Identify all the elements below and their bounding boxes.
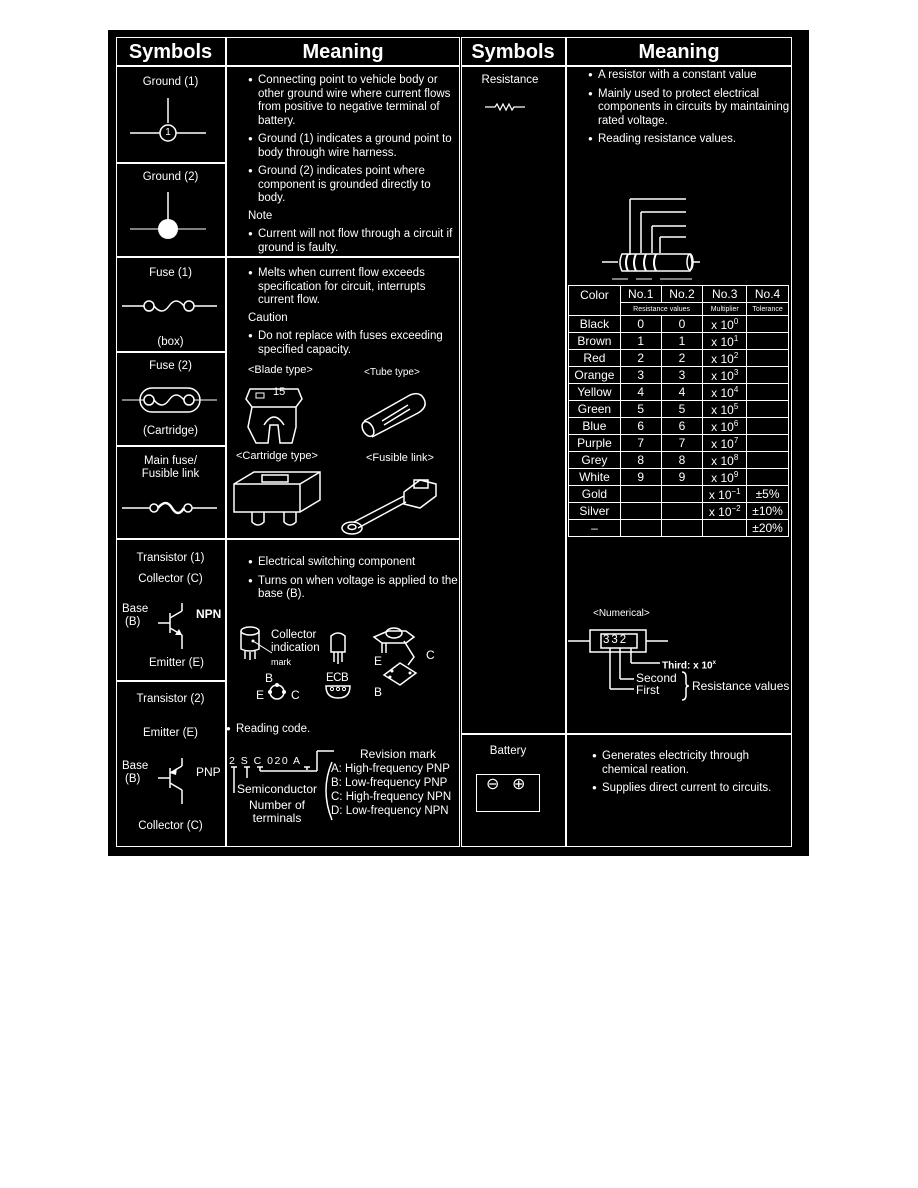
fusible-link-type-label: <Fusible link> bbox=[366, 452, 434, 464]
right-col-divider bbox=[565, 37, 567, 847]
numerical-code: 332 bbox=[603, 634, 629, 646]
code-chars: 2 S C 020 A bbox=[229, 755, 302, 767]
tube-type-label: <Tube type> bbox=[364, 367, 420, 378]
transistor1-emitter: Emitter (E) bbox=[149, 657, 204, 669]
multiplier-base: x 10 bbox=[711, 470, 734, 485]
battery-meaning bbox=[592, 749, 792, 800]
no1-cell: 9 bbox=[620, 469, 661, 486]
tolerance-cell bbox=[747, 418, 789, 435]
color-table-row bbox=[569, 384, 789, 401]
transistor-meaning-2: ● Turns on when voltage is applied to the base (B). bbox=[248, 574, 458, 602]
color-cell: White bbox=[569, 469, 621, 486]
cartridge-type-label: <Cartridge type> bbox=[236, 450, 318, 462]
multiplier-base: x 10 bbox=[711, 385, 734, 400]
numerical-resistance-values: Resistance values bbox=[692, 679, 790, 693]
color-cell: Orange bbox=[569, 367, 621, 384]
transistor1-type: NPN bbox=[196, 607, 222, 621]
fuse-caution: ● Do not replace with fuses exceeding specified capacity. bbox=[248, 329, 458, 357]
resistance-meaning bbox=[588, 68, 793, 151]
battery-label: Battery bbox=[489, 745, 527, 757]
multiplier-exponent: 5 bbox=[733, 401, 739, 411]
multiplier-base: x 10 bbox=[711, 334, 734, 349]
multiplier-base: x 10 bbox=[708, 504, 732, 519]
to92-pin-b: B bbox=[265, 671, 274, 685]
ground-note-heading: Note bbox=[248, 209, 273, 222]
no2-cell: 0 bbox=[661, 316, 703, 333]
no1-cell: 3 bbox=[620, 367, 661, 384]
tolerance-cell: ±10% bbox=[747, 503, 789, 520]
no2-cell bbox=[661, 486, 703, 503]
numerical-second: Second bbox=[636, 671, 677, 685]
revision-mark-label: Revision mark bbox=[360, 747, 437, 761]
resistance-values-subheader: Resistance values bbox=[620, 303, 703, 316]
blade-rating: 15 bbox=[273, 386, 286, 398]
ground-note: ● Current will not flow through a circuit if ground is faulty. bbox=[248, 227, 458, 255]
terminals-label-2: terminals bbox=[252, 811, 302, 825]
tolerance-cell bbox=[747, 384, 789, 401]
fuse2-symbol-icon bbox=[122, 385, 217, 415]
multiplier-exponent: −1 bbox=[731, 486, 741, 496]
fuse2-label: Fuse (2) bbox=[149, 360, 192, 372]
color-table-row bbox=[569, 520, 789, 537]
color-cell: Red bbox=[569, 350, 621, 367]
fusible-link-icon bbox=[340, 470, 440, 535]
fuse1-divider bbox=[116, 351, 226, 353]
multiplier-base: x 10 bbox=[711, 436, 734, 451]
right-meaning-header: Meaning bbox=[638, 41, 720, 63]
reading-code-bullet bbox=[226, 722, 436, 741]
tolerance-subheader: Tolerance bbox=[747, 303, 789, 316]
no1-cell bbox=[620, 520, 661, 537]
main-fuse-label-1: Main fuse/ bbox=[143, 455, 198, 467]
transistor2-base-2: (B) bbox=[125, 773, 141, 785]
resistance-meaning-3: ● Reading resistance values. bbox=[588, 132, 793, 147]
no2-cell: 8 bbox=[661, 452, 703, 469]
fuse2-sub: (Cartridge) bbox=[143, 425, 198, 437]
semiconductor-label: Semiconductor bbox=[237, 782, 318, 796]
numerical-brace bbox=[681, 671, 689, 701]
tolerance-cell bbox=[747, 316, 789, 333]
multiplier-cell bbox=[703, 452, 747, 469]
tolerance-cell: ±20% bbox=[747, 520, 789, 537]
no2-cell bbox=[661, 503, 703, 520]
fuse1-label: Fuse (1) bbox=[149, 267, 192, 279]
tolerance-cell bbox=[747, 333, 789, 350]
multiplier-base: x 10 bbox=[711, 351, 734, 366]
transistor2-type: PNP bbox=[196, 765, 221, 779]
color-table-row bbox=[569, 418, 789, 435]
tolerance-cell bbox=[747, 401, 789, 418]
fuse2-divider bbox=[116, 445, 226, 447]
tolerance-cell bbox=[747, 350, 789, 367]
no1-cell: 4 bbox=[620, 384, 661, 401]
pnp-transistor-icon bbox=[158, 758, 188, 808]
color-cell: Gold bbox=[569, 486, 621, 503]
no1-cell: 1 bbox=[620, 333, 661, 350]
no1-cell: 0 bbox=[620, 316, 661, 333]
multiplier-base: x 10 bbox=[711, 317, 734, 332]
fuse-meaning-1: ● Melts when current flow exceeds specification for circuit, interrupts current flow. bbox=[248, 266, 458, 308]
numerical-first: First bbox=[636, 683, 660, 697]
terminals-label-1: Number of bbox=[248, 798, 306, 812]
fusible-link-symbol-icon bbox=[122, 500, 217, 516]
no1-cell: 5 bbox=[620, 401, 661, 418]
multiplier-cell bbox=[703, 469, 747, 486]
color-cell: Grey bbox=[569, 452, 621, 469]
numerical-third-text: Third: x 10 bbox=[662, 660, 713, 672]
collector-mark-2: indication bbox=[271, 642, 320, 654]
reading-code-label: ● Reading code. bbox=[226, 722, 436, 737]
collector-mark-1: Collector bbox=[271, 629, 317, 641]
transistor2-collector: Collector (C) bbox=[138, 820, 203, 832]
flat-pin-ecb: ECB bbox=[326, 672, 349, 684]
ground-meaning bbox=[248, 73, 458, 259]
tolerance-cell bbox=[747, 452, 789, 469]
to3-pin-e: E bbox=[374, 654, 383, 668]
transistor-meaning-1: ● Electrical switching component bbox=[248, 555, 458, 570]
color-table-row bbox=[569, 435, 789, 452]
tube-fuse-icon bbox=[358, 387, 438, 437]
battery-plus-icon: ⊕ bbox=[512, 776, 526, 793]
tolerance-cell: ±5% bbox=[747, 486, 789, 503]
no2-cell: 2 bbox=[661, 350, 703, 367]
battery-minus-icon: ⊖ bbox=[486, 776, 500, 793]
no1-header: No.1 bbox=[620, 286, 661, 303]
fuse-section-divider bbox=[116, 538, 460, 540]
main-fuse-label-2: Fusible link bbox=[141, 468, 200, 480]
symbols-reference-sheet bbox=[108, 30, 809, 856]
color-table-row bbox=[569, 469, 789, 486]
multiplier-exponent: 8 bbox=[733, 452, 739, 462]
multiplier-exponent: 6 bbox=[733, 418, 739, 428]
color-cell: Silver bbox=[569, 503, 621, 520]
transistor2-emitter: Emitter (E) bbox=[143, 727, 198, 739]
multiplier-base: x 10 bbox=[711, 453, 734, 468]
multiplier-cell bbox=[703, 401, 747, 418]
no2-cell: 1 bbox=[661, 333, 703, 350]
code-type-b: B: Low-frequency PNP bbox=[331, 777, 448, 789]
fuse-caution-heading: Caution bbox=[248, 311, 288, 324]
ground2-label: Ground (2) bbox=[142, 171, 199, 183]
tolerance-cell bbox=[747, 367, 789, 384]
to3-pin-c: C bbox=[426, 648, 435, 662]
color-table-row bbox=[569, 367, 789, 384]
multiplier-base: x 10 bbox=[711, 402, 734, 417]
transistor-meaning bbox=[248, 555, 458, 606]
no1-cell: 7 bbox=[620, 435, 661, 452]
multiplier-cell bbox=[703, 486, 747, 503]
color-table-row bbox=[569, 333, 789, 350]
transistor1-base-2: (B) bbox=[125, 616, 141, 628]
color-table-row bbox=[569, 503, 789, 520]
no1-cell bbox=[620, 486, 661, 503]
color-cell: Yellow bbox=[569, 384, 621, 401]
color-cell: Brown bbox=[569, 333, 621, 350]
color-cell: Purple bbox=[569, 435, 621, 452]
no2-cell: 4 bbox=[661, 384, 703, 401]
blade-type-label: <Blade type> bbox=[248, 364, 313, 376]
no2-cell bbox=[661, 520, 703, 537]
multiplier-exponent: 4 bbox=[733, 384, 739, 394]
multiplier-exponent: 7 bbox=[733, 435, 739, 445]
to92-pin-e: E bbox=[256, 688, 265, 702]
multiplier-base: x 10 bbox=[708, 487, 732, 502]
code-type-a: A: High-frequency PNP bbox=[331, 763, 450, 775]
multiplier-exponent: 1 bbox=[733, 333, 739, 343]
fuse-meaning bbox=[248, 266, 458, 361]
no2-cell: 5 bbox=[661, 401, 703, 418]
multiplier-cell bbox=[703, 367, 747, 384]
left-symbols-header: Symbols bbox=[128, 41, 213, 63]
fuse1-sub: (box) bbox=[157, 336, 184, 348]
transistor2-base-1: Base bbox=[122, 760, 149, 772]
multiplier-cell bbox=[703, 316, 747, 333]
cartridge-fuse-icon bbox=[232, 470, 322, 530]
right-symbols-header: Symbols bbox=[471, 41, 555, 63]
ground2-symbol-icon bbox=[128, 192, 208, 242]
color-cell: Green bbox=[569, 401, 621, 418]
ground1-mark: 1 bbox=[165, 127, 171, 138]
battery-meaning-2: ● Supplies direct current to circuits. bbox=[592, 781, 792, 796]
tolerance-cell bbox=[747, 469, 789, 486]
to3-pin-b: B bbox=[374, 685, 383, 699]
resistor-color-band-diagram bbox=[600, 197, 700, 282]
color-table-header-row bbox=[569, 286, 789, 303]
no2-cell: 6 bbox=[661, 418, 703, 435]
color-cell: – bbox=[569, 520, 621, 537]
resistance-meaning-1: ● A resistor with a constant value bbox=[588, 68, 793, 83]
multiplier-cell bbox=[703, 520, 747, 537]
color-header: Color bbox=[569, 286, 621, 316]
multiplier-exponent: 9 bbox=[733, 469, 739, 479]
battery-symbol-icon bbox=[476, 774, 540, 812]
collector-mark-3: mark bbox=[271, 657, 291, 667]
multiplier-cell bbox=[703, 384, 747, 401]
no1-cell: 2 bbox=[620, 350, 661, 367]
multiplier-exponent: 2 bbox=[733, 350, 739, 360]
multiplier-exponent: −2 bbox=[731, 503, 741, 513]
multiplier-base: x 10 bbox=[711, 419, 734, 434]
ground-symbol-divider bbox=[116, 162, 226, 164]
no4-header: No.4 bbox=[747, 286, 789, 303]
ground-section-divider bbox=[116, 256, 460, 258]
battery-meaning-1: ● Generates electricity through chemical reation. bbox=[592, 749, 792, 777]
resistor-symbol-icon bbox=[485, 102, 525, 112]
resistor-color-code-table bbox=[568, 285, 789, 537]
color-table-row bbox=[569, 401, 789, 418]
tolerance-cell bbox=[747, 435, 789, 452]
multiplier-cell bbox=[703, 418, 747, 435]
numerical-heading: <Numerical> bbox=[593, 608, 650, 619]
transistor2-label: Transistor (2) bbox=[136, 693, 205, 705]
multiplier-cell bbox=[703, 350, 747, 367]
ground1-label: Ground (1) bbox=[142, 76, 199, 88]
to92-bottom-view-icon bbox=[265, 680, 289, 704]
transistor-symbol-divider bbox=[116, 680, 226, 682]
multiplier-cell bbox=[703, 503, 747, 520]
no2-header: No.2 bbox=[661, 286, 703, 303]
transistor-package-flat-icon bbox=[328, 632, 352, 668]
ground-meaning-2: ● Ground (1) indicates a ground point to body through wire harness. bbox=[248, 132, 458, 160]
multiplier-subheader: Multiplier bbox=[703, 303, 747, 316]
transistor1-label: Transistor (1) bbox=[136, 552, 205, 564]
numerical-third-exp: x bbox=[712, 660, 716, 666]
color-table-row bbox=[569, 452, 789, 469]
code-type-c: C: High-frequency NPN bbox=[331, 791, 452, 803]
no2-cell: 3 bbox=[661, 367, 703, 384]
no1-cell: 8 bbox=[620, 452, 661, 469]
to92-pin-c: C bbox=[291, 688, 300, 702]
flat-bottom-view-icon bbox=[324, 684, 354, 700]
multiplier-exponent: 3 bbox=[733, 367, 739, 377]
color-table-row bbox=[569, 316, 789, 333]
code-type-d: D: Low-frequency NPN bbox=[331, 805, 449, 817]
multiplier-base: x 10 bbox=[711, 368, 734, 383]
transistor1-collector: Collector (C) bbox=[138, 573, 203, 585]
transistor1-base-1: Base bbox=[122, 603, 149, 615]
ground-meaning-1: ● Connecting point to vehicle body or other ground wire where current flows from positive to negative terminal of battery. bbox=[248, 73, 458, 128]
multiplier-cell bbox=[703, 333, 747, 350]
multiplier-exponent: 0 bbox=[733, 316, 739, 326]
ground-meaning-3: ● Ground (2) indicates point where component is grounded directly to body. bbox=[248, 164, 458, 206]
color-table-row bbox=[569, 486, 789, 503]
multiplier-cell bbox=[703, 435, 747, 452]
color-table-row bbox=[569, 350, 789, 367]
color-cell: Black bbox=[569, 316, 621, 333]
no3-header: No.3 bbox=[703, 286, 747, 303]
no2-cell: 7 bbox=[661, 435, 703, 452]
resistance-section-divider bbox=[461, 733, 792, 735]
no1-cell bbox=[620, 503, 661, 520]
no1-cell: 6 bbox=[620, 418, 661, 435]
no2-cell: 9 bbox=[661, 469, 703, 486]
fuse1-symbol-icon bbox=[122, 298, 217, 314]
resistance-label: Resistance bbox=[481, 74, 539, 86]
color-cell: Blue bbox=[569, 418, 621, 435]
resistance-meaning-2: ● Mainly used to protect electrical components in circuits by maintaining rated voltage. bbox=[588, 87, 793, 129]
left-meaning-header: Meaning bbox=[302, 41, 384, 63]
npn-transistor-icon bbox=[158, 603, 188, 653]
